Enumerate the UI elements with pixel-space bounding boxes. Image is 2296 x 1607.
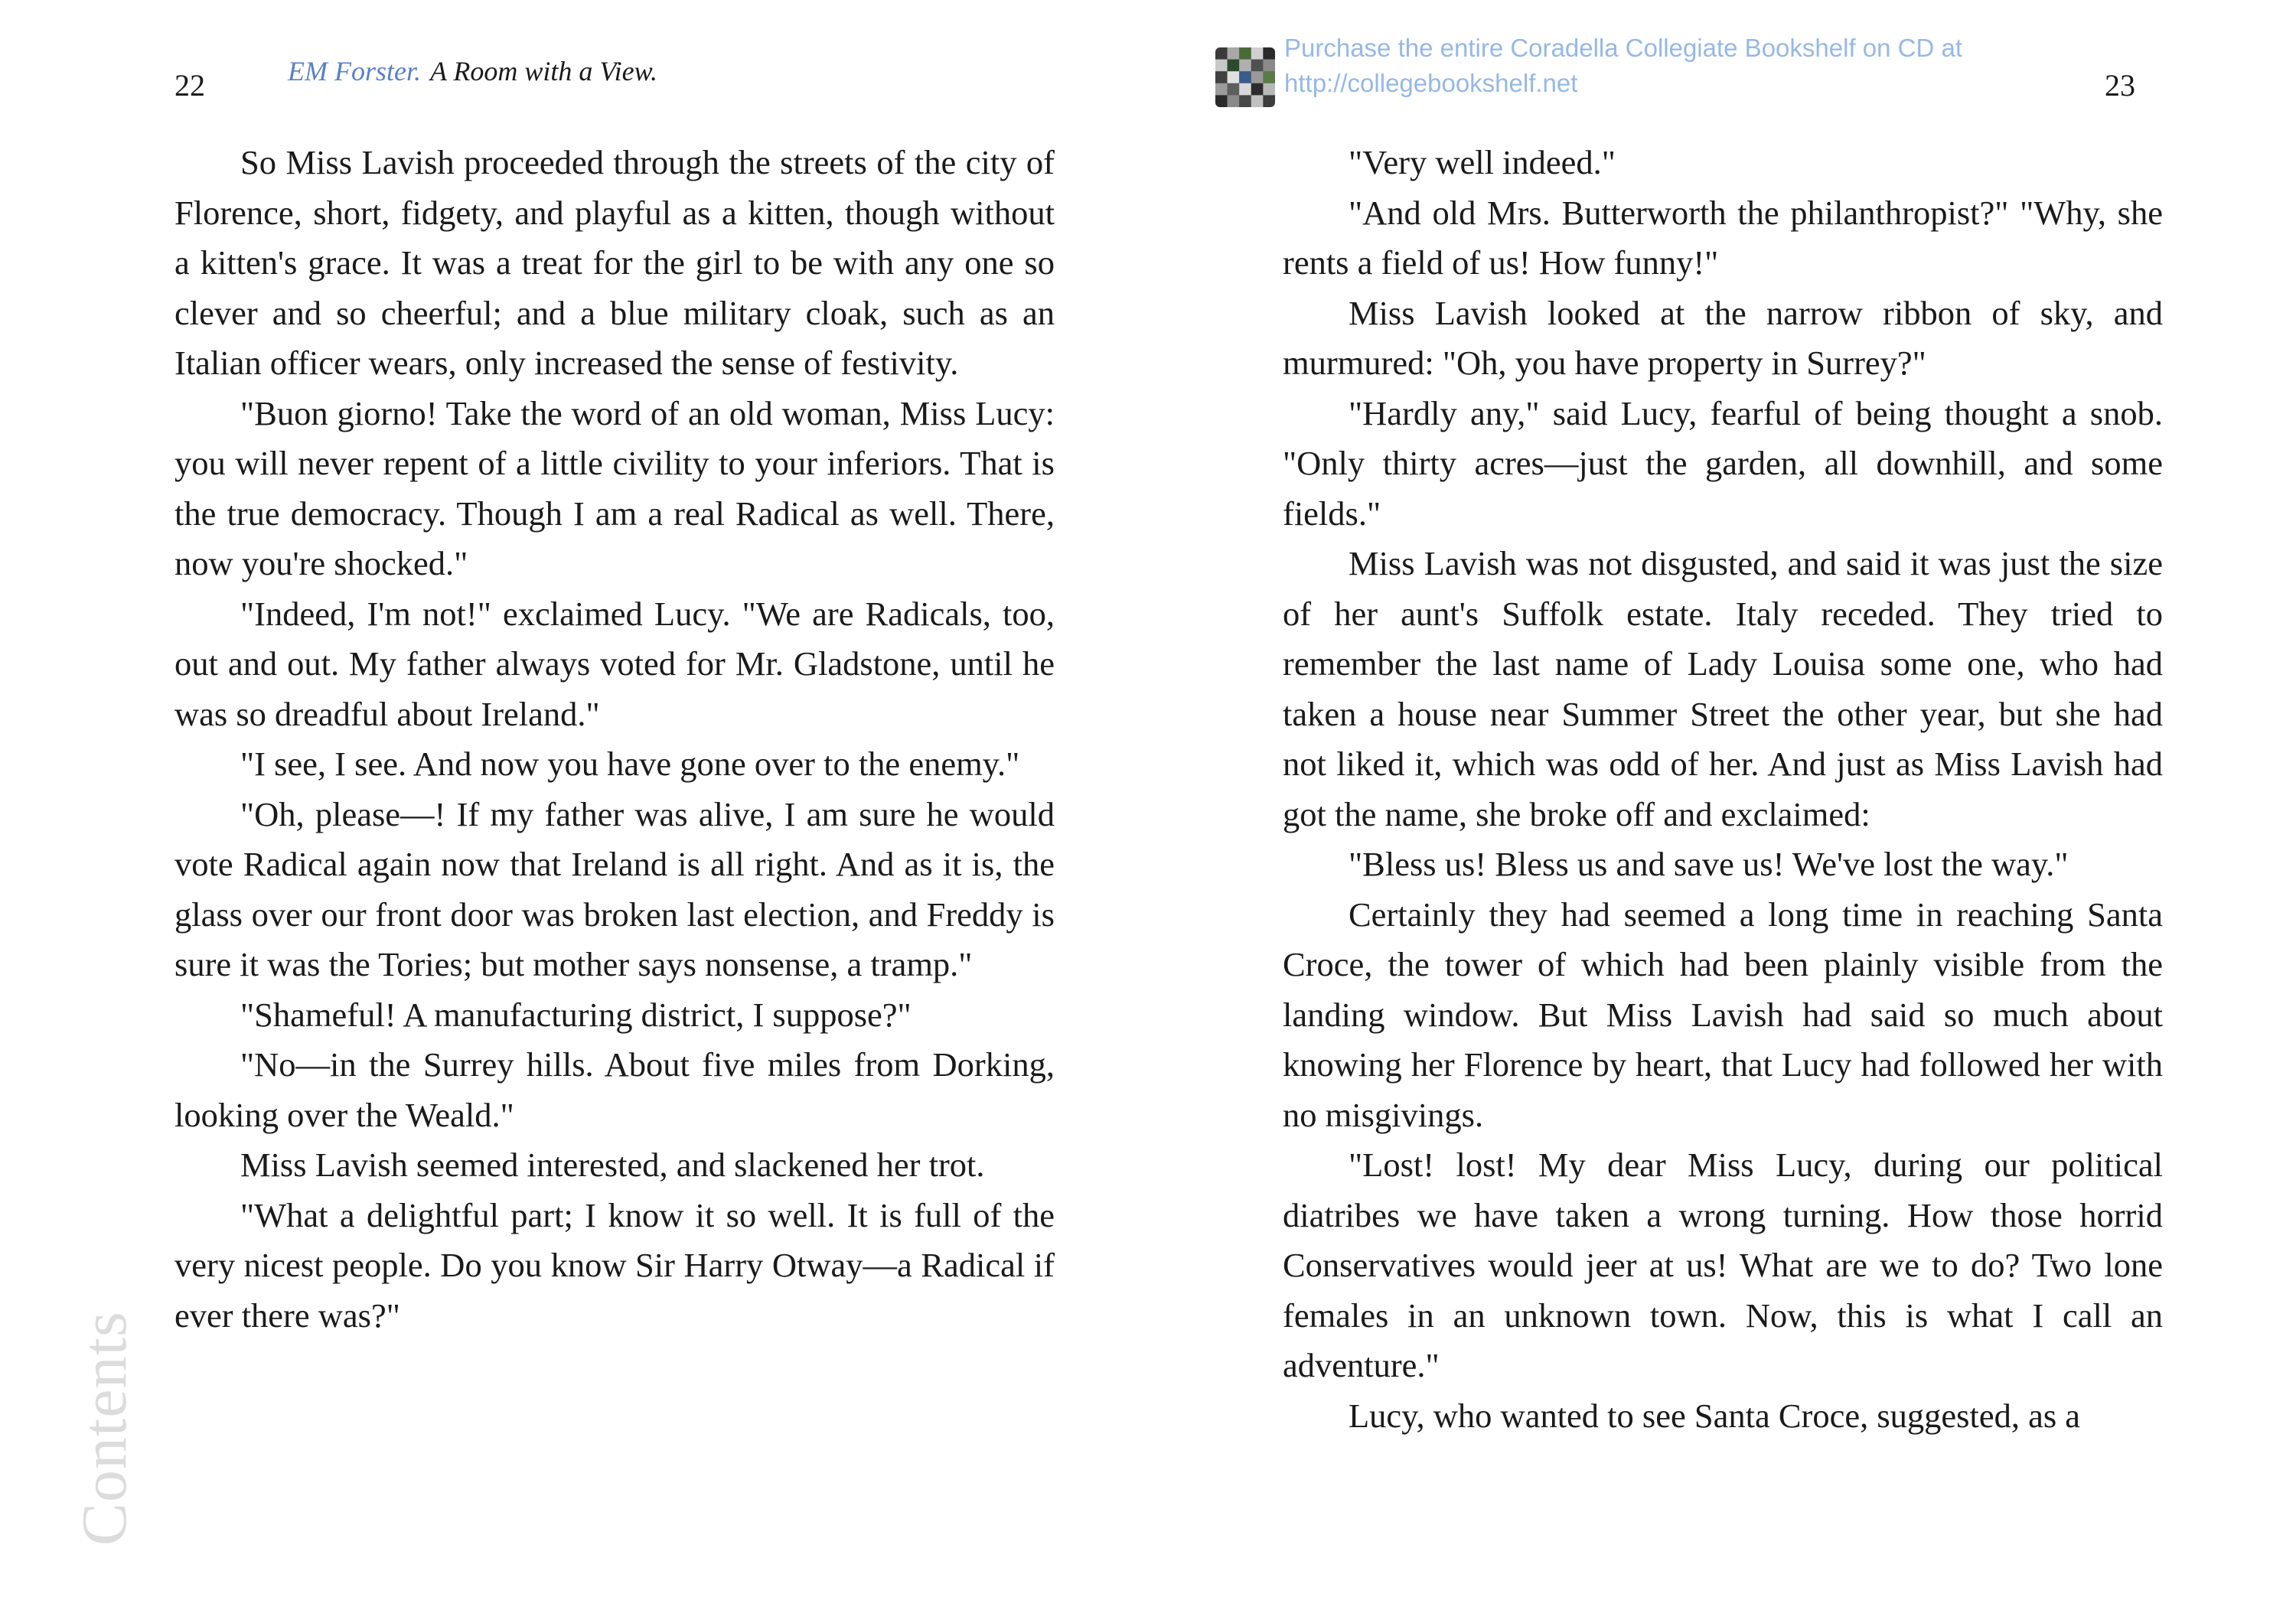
left-page-body (174, 138, 1055, 1341)
paragraph: "What a delightful part; I know it so well. It is full of the very nicest people. Do you know Sir Harry Otway—a Radical if ever there was?" (174, 1195, 1055, 1335)
paragraph: Certainly they had seemed a long time in reaching Santa Croce, the tower of which had been plainly visible from the landing window. But Miss Lavish had said so much about knowing her Florence by heart, that Lucy had followed her with no misgivings. (1283, 895, 2163, 1134)
paragraph: "Bless us! Bless us and save us! We've lost the way." (1349, 845, 2069, 883)
paragraph: "No—in the Surrey hills. About five miles from Dorking, looking over the Weald." (174, 1045, 1055, 1134)
promo-line[interactable]: Purchase the entire Coradella Collegiate Bookshelf on CD at (1284, 34, 1963, 62)
paragraph: "Oh, please—! If my father was alive, I am sure he would vote Radical again now that Ireland is all right. And as it is, the glass over our front door was broken last election, and Freddy is sure it was the Tories; but mother says nonsense, a tramp." (174, 794, 1055, 983)
paragraph: So Miss Lavish proceeded through the streets of the city of Florence, short, fidgety, and playful as a kitten, though without a kitten's grace. It was a treat for the girl to be with any one so clever and so cheerful; and a blue military cloak, such as an Italian officer wears, only increased the sense of festivity. (174, 143, 1055, 382)
contents-side-tab[interactable]: Contents (69, 1311, 140, 1546)
page-number-right: 23 (2105, 68, 2135, 103)
paragraph: "Very well indeed." (1349, 143, 1616, 181)
paragraph: Miss Lavish seemed interested, and slackened her trot. (240, 1146, 985, 1184)
running-head-title: A Room with a View. (430, 56, 657, 86)
paragraph: "Shameful! A manufacturing district, I suppose?" (240, 995, 912, 1034)
paragraph: "Buon giorno! Take the word of an old woman, Miss Lucy: you will never repent of a little civility to your inferiors. That is the true democracy. Though I am a real Radical as well. There, now you're shocked." (174, 393, 1055, 582)
paragraph: "And old Mrs. Butterworth the philanthropist?" "Why, she rents a field of us! How funny!" (1283, 193, 2163, 282)
promo-banner[interactable] (1215, 31, 1962, 107)
page-number-left: 22 (174, 68, 205, 103)
bookshelf-cd-logo-icon (1215, 47, 1275, 107)
running-head-author[interactable]: EM Forster. (288, 56, 421, 86)
promo-link[interactable]: http://collegebookshelf.net (1284, 69, 1578, 97)
right-page-body (1283, 138, 2163, 1441)
paragraph: "Lost! lost! My dear Miss Lucy, during our political diatribes we have taken a wrong turning. How those horrid Conservatives would jeer at us! What are we to do? Two lone females in an unknown town. Now, this is what I call an adventure." (1283, 1146, 2163, 1384)
paragraph: "Hardly any," said Lucy, fearful of being thought a snob. "Only thirty acres—just the garden, all downhill, and some fields." (1283, 393, 2163, 533)
paragraph: "I see, I see. And now you have gone over to the enemy." (240, 745, 1020, 783)
paragraph: Miss Lavish looked at the narrow ribbon of sky, and murmured: "Oh, you have property in Surrey?" (1283, 293, 2163, 382)
promo-text[interactable] (1284, 31, 1962, 101)
right-page (1148, 0, 2296, 1607)
paragraph: Lucy, who wanted to see Santa Croce, suggested, as a (1349, 1396, 2081, 1435)
paragraph: "Indeed, I'm not!" exclaimed Lucy. "We are Radicals, too, out and out. My father always voted for Mr. Gladstone, until he was so dreadful about Ireland." (174, 594, 1055, 733)
running-head (288, 55, 657, 87)
paragraph: Miss Lavish was not disgusted, and said it was just the size of her aunt's Suffolk estate. Italy receded. They tried to remember the last name of Lady Louisa some one, who had taken a house near Summer Street the other year, but she had not liked it, which was odd of her. And just as Miss Lavish had got the name, she broke off and exclaimed: (1283, 544, 2163, 833)
